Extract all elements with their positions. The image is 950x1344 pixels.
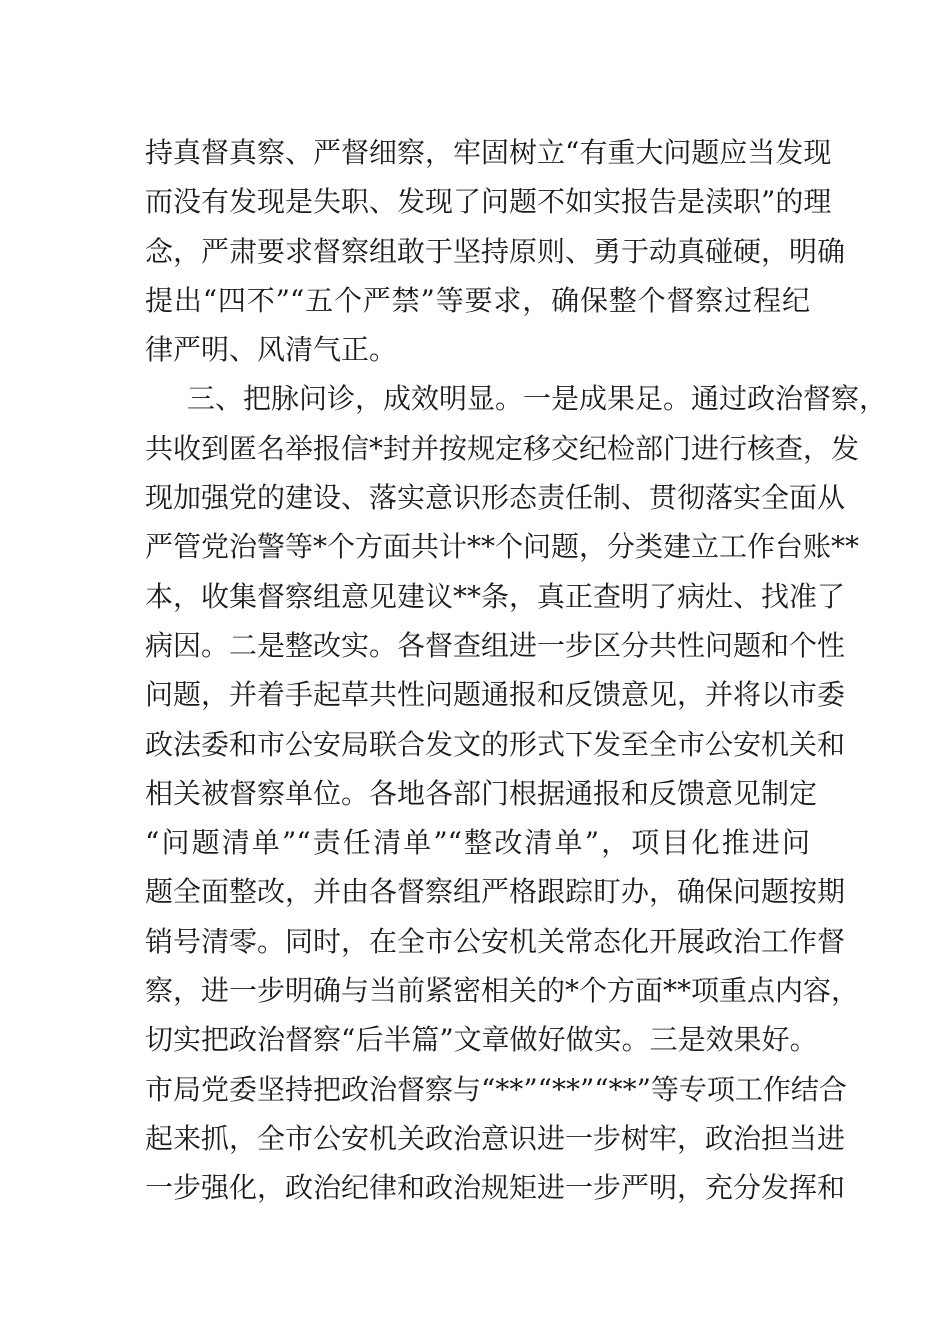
text-line: 共收到匿名举报信*封并按规定移交纪检部门进行核查，发 [145,431,860,465]
text-line: 提出“四不”“五个严禁”等要求，确保整个督察过程纪 [145,283,810,317]
text-line: “问题清单”“责任清单”“整改清单”，项目化推进问 [145,826,810,860]
text-line: 起来抓，全市公安机关政治意识进一步树牢，政治担当进 [145,1121,846,1155]
text-line: 相关被督察单位。各地各部门根据通报和反馈意见制定 [145,776,818,810]
text-line: 持真督真察、严督细察，牢固树立“有重大问题应当发现 [145,136,832,169]
text-line: 问题，并着手起草共性问题通报和反馈意见，并将以市委 [145,678,846,712]
text-line: 念，严肃要求督察组敢于坚持原则、勇于动真碰硬，明确 [145,234,846,268]
text-line: 政法委和市公安局联合发文的形式下发至全市公安机关和 [145,727,846,761]
text-line: 现加强党的建设、落实意识形态责任制、贯彻落实全面从 [145,481,846,515]
text-line: 题全面整改，并由各督察组严格跟踪盯办，确保问题按期 [145,875,846,909]
text-line-paragraph-end: 律严明、风清气正。 [145,333,398,367]
body-text [145,128,888,1213]
text-line: 一步强化，政治纪律和政治规矩进一步严明，充分发挥和 [145,1171,846,1205]
text-line: 切实把政治督察“后半篇”文章做好做实。三是效果好。 [145,1023,818,1057]
text-line: 而没有发现是失职、发现了问题不如实报告是渎职”的理 [145,185,832,219]
text-line: 本，收集督察组意见建议**条，真正查明了病灶、找准了 [145,579,846,613]
text-line: 市局党委坚持把政治督察与“**”“**”“**”等专项工作结合 [145,1072,847,1106]
text-line: 察，进一步明确与当前紧密相关的*个方面**项重点内容， [145,974,860,1008]
text-line: 销号清零。同时，在全市公安机关常态化开展政治工作督 [145,924,846,958]
text-line: 严管党治警等*个方面共计**个问题，分类建立工作台账** [145,530,860,564]
text-line-paragraph-start: 三、把脉问诊，成效明显。一是成果足。通过政治督察， [187,382,888,416]
text-line: 病因。二是整改实。各督查组进一步区分共性问题和个性 [145,628,846,662]
